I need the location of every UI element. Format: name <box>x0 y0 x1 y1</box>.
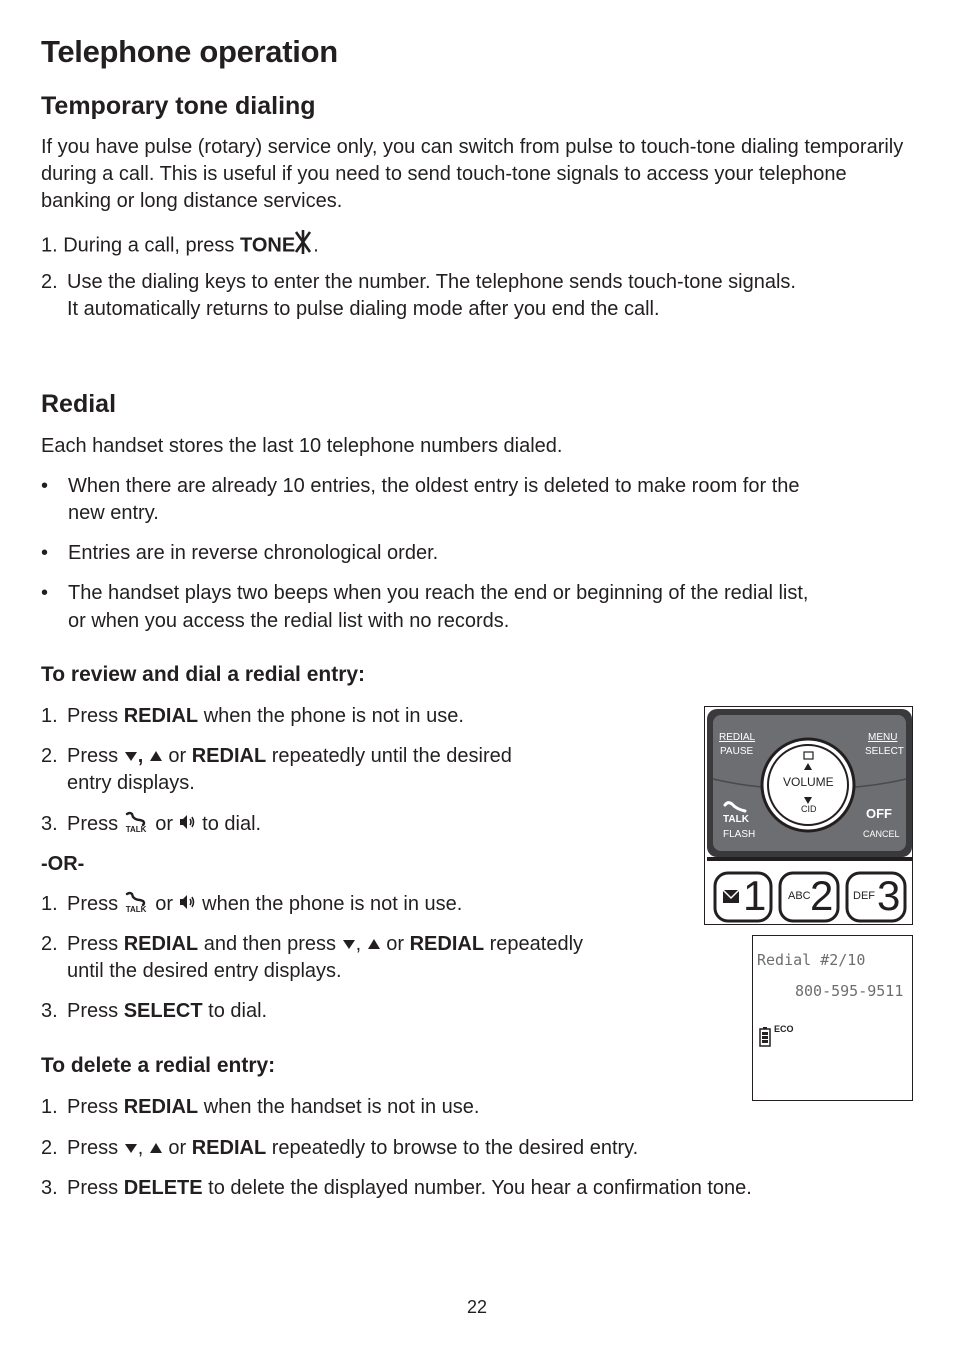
or-text: or <box>149 813 179 835</box>
or-separator: -OR- <box>41 853 85 875</box>
delete-step-3-rest: to delete the displayed number. You hear a confirmation tone. <box>202 1177 752 1199</box>
delete-step-2-rest: repeatedly to browse to the desired entry. <box>266 1137 639 1159</box>
redial-intro: Each handset stores the last 10 telephone numbers dialed. <box>41 435 563 457</box>
up-arrow-icon <box>149 1135 163 1162</box>
tone-step-2-number: 2. <box>41 271 58 293</box>
page-number: 22 <box>466 1297 488 1317</box>
pause-button-label: PAUSE <box>720 746 754 757</box>
key-3-digit: 3 <box>877 872 901 919</box>
page-title: Telephone operation <box>41 34 338 69</box>
alt-step-1-rest: when the phone is not in use. <box>196 893 463 915</box>
alt-step-2 <box>67 931 583 958</box>
comma: , <box>355 933 362 955</box>
screen-line-2: 800-595-9511 <box>795 982 904 1000</box>
review-step-1-text: Press <box>67 705 124 727</box>
tone-step-2-line-1: Use the dialing keys to enter the number. The telephone sends touch-tone signals. <box>67 271 796 293</box>
alt-step-3-rest: to dial. <box>202 1000 268 1022</box>
down-arrow-icon <box>124 743 138 770</box>
screen-line-1: Redial #2/10 <box>757 951 866 969</box>
talk-icon <box>124 811 150 838</box>
tone-intro: If you have pulse (rotary) service only, you can switch from pulse to touch-tone dialing temporarily during a call. This is useful if you need to send touch-tone signals to access your telephone banking or long distance services. <box>41 136 904 212</box>
talk-label: TALK <box>125 905 147 915</box>
talk-icon <box>124 891 150 918</box>
menu-button-label: MENU <box>868 732 898 743</box>
alt-step-2-middle: and then press <box>198 933 342 955</box>
bullet-marker: • <box>41 475 49 497</box>
review-step-2-number: 2. <box>41 745 58 767</box>
delete-step-2-text: Press <box>67 1137 124 1159</box>
alt-step-1 <box>67 891 462 918</box>
talk-button-label: TALK <box>723 814 749 825</box>
redial-key-label: REDIAL <box>123 1096 199 1118</box>
delete-step-1 <box>67 1094 479 1121</box>
redial-key-label: REDIAL <box>123 705 199 727</box>
alt-step-3 <box>67 998 267 1025</box>
comma: , <box>137 745 144 767</box>
bullet-marker: • <box>41 582 49 604</box>
tone-step-1 <box>41 229 319 263</box>
delete-step-3 <box>67 1175 752 1202</box>
tone-step-2-line-2: It automatically returns to pulse dialing mode after you end the call. <box>67 298 660 320</box>
handset-keypad-illustration <box>704 706 913 925</box>
select-button-label: SELECT <box>865 746 904 757</box>
comma: , <box>137 1137 144 1159</box>
bullet-3-line-1: The handset plays two beeps when you reach the end or beginning of the redial list, <box>68 582 809 604</box>
subheading-delete: To delete a redial entry: <box>41 1054 276 1077</box>
tone-step-1-suffix: . <box>313 234 319 257</box>
key-3-letters: DEF <box>853 890 875 902</box>
down-arrow-icon <box>342 931 356 958</box>
redial-key-label: REDIAL <box>409 933 485 955</box>
bullet-1-line-1: When there are already 10 entries, the oldest entry is deleted to make room for the <box>68 475 800 497</box>
key-2-digit: 2 <box>810 872 834 919</box>
battery-icon <box>759 1027 771 1052</box>
alt-step-3-number: 3. <box>41 1000 58 1022</box>
up-arrow-icon <box>367 931 381 958</box>
speaker-icon <box>179 891 197 918</box>
off-button-label: OFF <box>866 806 892 821</box>
bullet-marker: • <box>41 542 49 564</box>
alt-step-3-text: Press <box>67 1000 124 1022</box>
alt-step-1-number: 1. <box>41 893 58 915</box>
review-step-3 <box>67 811 261 838</box>
review-step-2-rest: repeatedly until the desired <box>266 745 512 767</box>
volume-label: VOLUME <box>783 775 834 789</box>
or-text: or <box>149 893 179 915</box>
section-heading-tone: Temporary tone dialing <box>41 92 316 120</box>
delete-step-2-number: 2. <box>41 1137 58 1159</box>
review-step-1-number: 1. <box>41 705 58 727</box>
delete-step-1-number: 1. <box>41 1096 58 1118</box>
redial-key-label: REDIAL <box>191 745 267 767</box>
alt-step-2-line-2: until the desired entry displays. <box>67 960 342 982</box>
redial-key-label: REDIAL <box>191 1137 267 1159</box>
alt-step-2-number: 2. <box>41 933 58 955</box>
down-arrow-icon <box>124 1135 138 1162</box>
review-step-3-rest: to dial. <box>196 813 262 835</box>
bullet-1-line-2: new entry. <box>68 502 159 524</box>
cancel-button-label: CANCEL <box>863 829 900 839</box>
talk-label: TALK <box>125 825 147 835</box>
delete-step-3-number: 3. <box>41 1177 58 1199</box>
up-arrow-icon <box>149 743 163 770</box>
bullet-2-line-1: Entries are in reverse chronological order. <box>68 542 439 564</box>
delete-key-label: DELETE <box>123 1177 203 1199</box>
or-text: or <box>380 933 410 955</box>
select-key-label: SELECT <box>123 1000 203 1022</box>
review-step-1-rest: when the phone is not in use. <box>198 705 464 727</box>
delete-step-2 <box>67 1135 638 1162</box>
redial-key-label: REDIAL <box>123 933 199 955</box>
tone-star-icon <box>293 229 313 263</box>
review-step-2 <box>67 743 512 770</box>
delete-step-1-text: Press <box>67 1096 124 1118</box>
eco-label: ECO <box>774 1024 794 1034</box>
redial-button-label: REDIAL <box>719 732 756 743</box>
alt-step-1-text: Press <box>67 893 124 915</box>
speaker-icon <box>179 811 197 838</box>
review-step-1 <box>67 703 464 730</box>
bullet-3-line-2: or when you access the redial list with no records. <box>68 610 510 632</box>
alt-step-2-text: Press <box>67 933 124 955</box>
subheading-review: To review and dial a redial entry: <box>41 663 366 686</box>
review-step-2-line-2: entry displays. <box>67 772 195 794</box>
cid-label: CID <box>801 804 817 814</box>
review-step-3-text: Press <box>67 813 124 835</box>
flash-button-label: FLASH <box>723 829 756 840</box>
section-heading-redial: Redial <box>41 390 117 418</box>
tone-key-label: TONE <box>239 234 296 257</box>
delete-step-1-rest: when the handset is not in use. <box>198 1096 480 1118</box>
alt-step-2-rest: repeatedly <box>484 933 584 955</box>
or-text: or <box>162 1137 192 1159</box>
delete-step-3-text: Press <box>67 1177 124 1199</box>
or-text: or <box>162 745 192 767</box>
key-1-digit: 1 <box>743 872 767 919</box>
tone-step-1-text: 1. During a call, press <box>41 234 240 257</box>
review-step-3-number: 3. <box>41 813 58 835</box>
handset-screen-illustration <box>752 935 913 1101</box>
key-2-letters: ABC <box>788 890 811 902</box>
review-step-2-text: Press <box>67 745 124 767</box>
